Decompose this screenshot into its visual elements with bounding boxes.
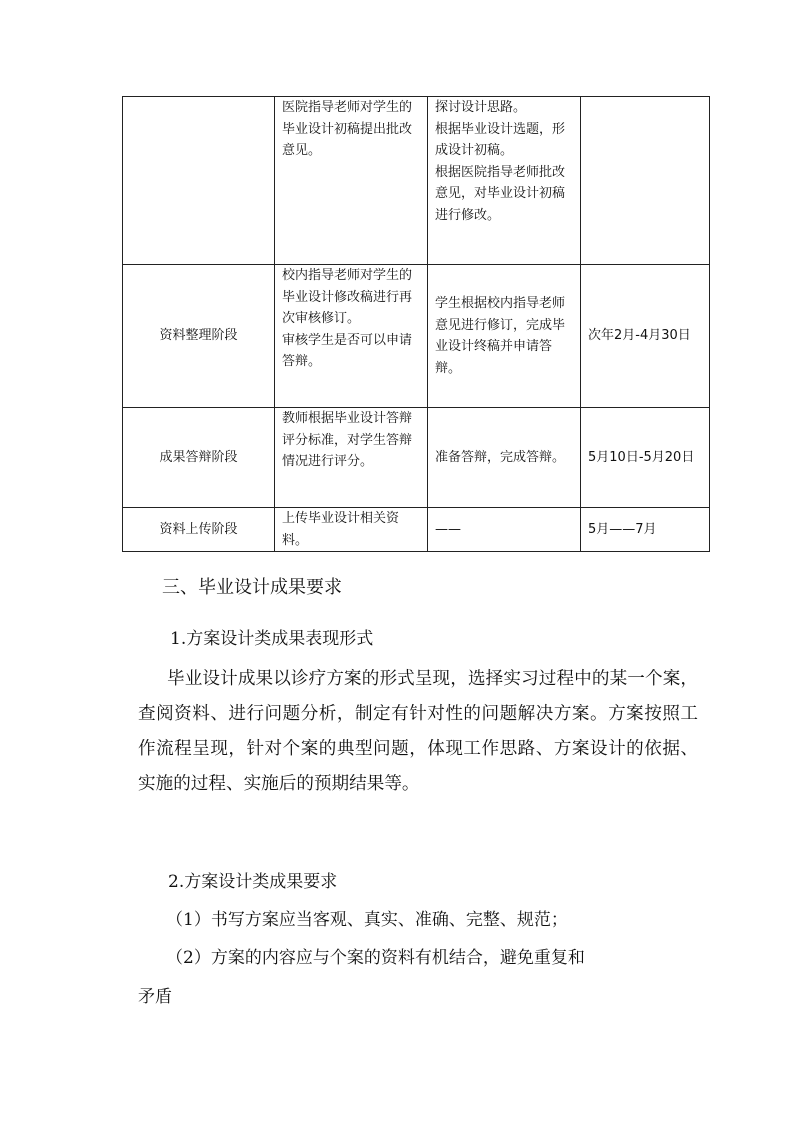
stage-table (122, 96, 710, 552)
stage-cell: 资料上传阶段 (123, 508, 275, 552)
time-cell (581, 97, 710, 265)
body-paragraph: 毕业设计成果以诊疗方案的形式呈现，选择实习过程中的某一个案，查阅资料、进行问题分析，制定有针对性的问题解决方案。方案按照工作流程呈现，针对个案的典型问题，体现工作思路、方案设计的依据、实施的过程、实施后的预期结果等。 (138, 669, 698, 794)
stage-cell (123, 97, 275, 265)
student-task-cell (428, 508, 581, 552)
student-task-cell (428, 97, 581, 265)
time-cell: 次年2月-4月30日 (581, 265, 710, 408)
time-cell: 5月10日-5月20日 (581, 408, 710, 508)
teacher-task-cell (275, 508, 428, 552)
subheading-2: 2.方案设计类成果要求 (168, 872, 338, 892)
teacher-task-cell (275, 97, 428, 265)
student-task-text: 根据毕业设计选题，形成设计初稿。 (435, 121, 566, 158)
requirement-2: （2）方案的内容应与个案的资料有机结合，避免重复和 (166, 948, 585, 968)
table-row (123, 508, 710, 552)
table-row (123, 265, 710, 408)
teacher-task-text: 校内指导老师对学生的毕业设计修改稿进行再次审核修订。 (282, 268, 413, 326)
time-cell: 5月——7月 (581, 508, 710, 552)
section-heading: 三、毕业设计成果要求 (162, 577, 342, 598)
table-row (123, 408, 710, 508)
requirement-2-continued: 矛盾 (138, 987, 172, 1007)
student-task-text: —— (435, 521, 461, 537)
student-task-text: 学生根据校内指导老师意见进行修订，完成毕业设计终稿并申请答辩。 (435, 296, 566, 376)
student-task-text: 准备答辩，完成答辩。 (435, 449, 566, 465)
stage-cell: 成果答辩阶段 (123, 408, 275, 508)
subheading-1: 1.方案设计类成果表现形式 (170, 629, 374, 649)
student-task-text: 探讨设计思路。 (435, 100, 527, 115)
stage-cell: 资料整理阶段 (123, 265, 275, 408)
teacher-task-text: 审核学生是否可以申请答辩。 (282, 332, 413, 369)
teacher-task-cell (275, 265, 428, 408)
requirement-1: （1）书写方案应当客观、真实、准确、完整、规范； (166, 910, 568, 930)
student-task-cell (428, 265, 581, 408)
student-task-text: 根据医院指导老师批改意见，对毕业设计初稿进行修改。 (435, 164, 566, 223)
teacher-task-cell (275, 408, 428, 508)
teacher-task-text: 教师根据毕业设计答辩评分标准，对学生答辩情况进行评分。 (282, 411, 413, 469)
teacher-task-text: 医院指导老师对学生的毕业设计初稿提出批改意见。 (282, 100, 413, 158)
table-row (123, 97, 710, 265)
student-task-cell (428, 408, 581, 508)
teacher-task-text: 上传毕业设计相关资料。 (282, 511, 400, 548)
